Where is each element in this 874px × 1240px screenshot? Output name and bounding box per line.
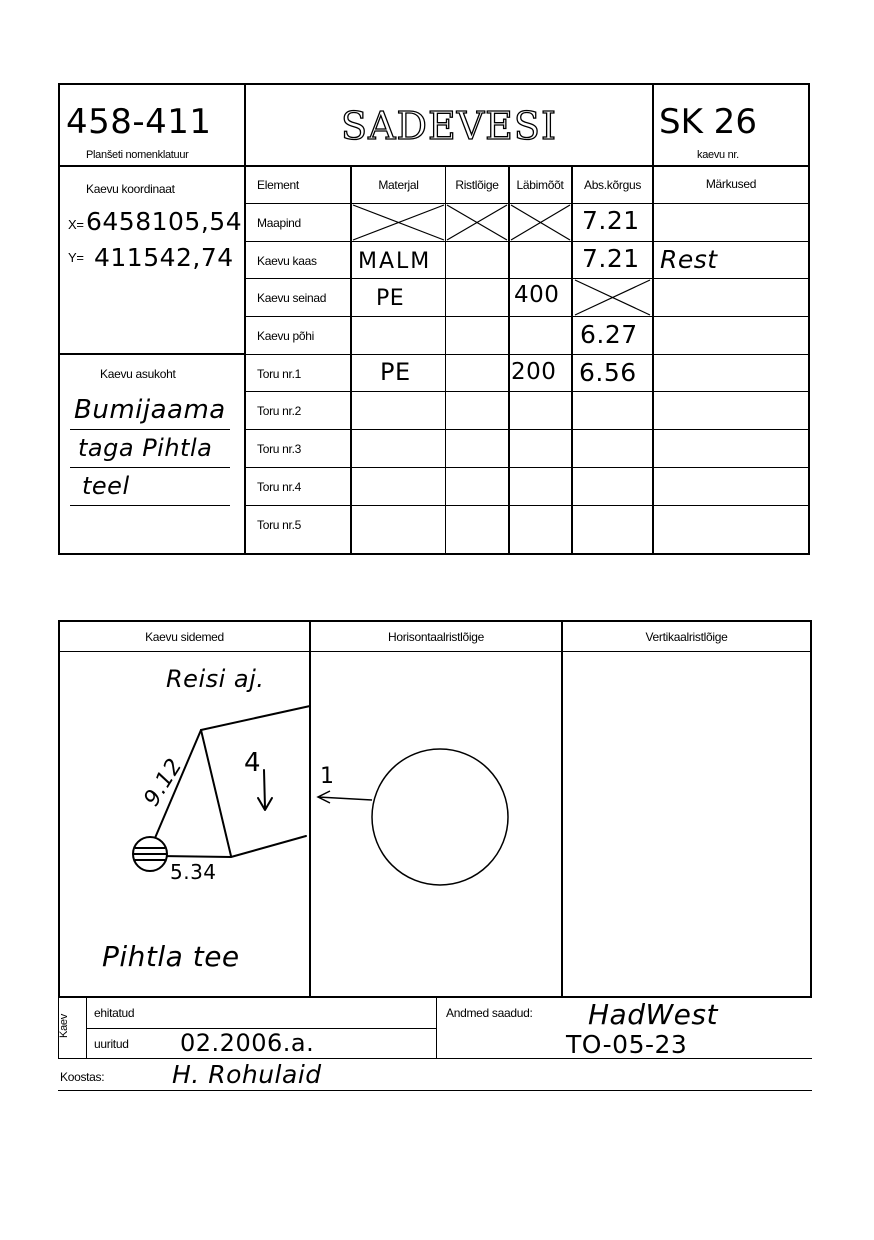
surveyed-value: 02.2006.a. — [180, 1029, 315, 1057]
y-prefix: Y= — [68, 250, 84, 265]
compiled-value: H. Rohulaid — [172, 1060, 322, 1089]
section-header-horizontal: Horisontaalristlõige — [387, 630, 485, 644]
x-coordinate: 6458105,54 — [86, 207, 243, 236]
cell-kaas-material: MALM — [358, 249, 432, 274]
footer-side-label: Kaev — [57, 1014, 70, 1038]
sketch-top-line — [201, 706, 310, 730]
row-label-toru-5: Toru nr.5 — [257, 518, 301, 532]
cell-kaas-notes: Rest — [660, 245, 718, 274]
row-label-kaevu-pohi: Kaevu põhi — [257, 329, 315, 343]
sketch-label-inner: 4 — [244, 748, 262, 778]
data-source-value: HadWest — [588, 998, 718, 1031]
row-label-toru-2: Toru nr.2 — [257, 404, 301, 418]
col-header-notes: Märkused — [705, 177, 757, 191]
well-number: SK 26 — [659, 102, 757, 142]
col-header-elevation: Abs.kõrgus — [583, 178, 642, 192]
data-source-code: TO-05-23 — [566, 1030, 688, 1059]
location-line-3: teel — [82, 472, 130, 500]
cell-toru1-elevation: 6.56 — [579, 358, 637, 387]
sketch-label-road: Pihtla tee — [102, 940, 240, 973]
section-header-connections: Kaevu sidemed — [145, 630, 224, 644]
pipe-arrow — [318, 791, 372, 803]
sketch-label-bottom: 5.34 — [170, 860, 217, 884]
well-number-label: kaevu nr. — [697, 149, 739, 161]
cell-toru1-diameter: 200 — [511, 359, 557, 385]
surveyed-label: uuritud — [94, 1037, 129, 1051]
coordinates-label: Kaevu koordinaat — [86, 182, 175, 196]
row-label-toru-1: Toru nr.1 — [257, 367, 301, 381]
col-header-diameter: Läbimõõt — [516, 178, 564, 192]
plansheet-number: 458-411 — [66, 102, 212, 142]
pipe-number-label: 1 — [320, 764, 335, 789]
cell-seinad-material: PE — [376, 286, 405, 311]
location-line-2: taga Pihtla — [78, 434, 213, 462]
y-coordinate: 411542,74 — [94, 243, 234, 272]
well-symbol-icon — [133, 837, 167, 871]
cell-maapind-elevation: 7.21 — [582, 206, 640, 235]
sketch-label-top: Reisi aj. — [166, 665, 265, 693]
col-header-material: Materjal — [378, 178, 419, 192]
row-label-maapind: Maapind — [257, 216, 301, 230]
horizontal-section-circle — [372, 749, 508, 885]
sketch-bottom-line — [160, 836, 306, 857]
cell-toru1-material: PE — [380, 358, 411, 386]
data-source-label: Andmed saadud: — [446, 1006, 533, 1020]
built-label: ehitatud — [94, 1006, 135, 1020]
location-label: Kaevu asukoht — [100, 367, 176, 381]
cell-pohi-elevation: 6.27 — [580, 320, 638, 349]
row-label-toru-3: Toru nr.3 — [257, 442, 301, 456]
cell-kaas-elevation: 7.21 — [582, 244, 640, 273]
row-label-kaevu-seinad: Kaevu seinad — [257, 291, 327, 305]
sketch-label-side: 9.12 — [139, 754, 188, 811]
location-line-1: Bumijaama — [74, 395, 226, 425]
x-prefix: X= — [68, 217, 84, 232]
row-label-toru-4: Toru nr.4 — [257, 480, 301, 494]
row-label-kaevu-kaas: Kaevu kaas — [257, 254, 317, 268]
cell-seinad-diameter: 400 — [514, 282, 560, 308]
sketch-inner-line — [201, 730, 231, 856]
section-header-vertical: Vertikaalristlõige — [645, 630, 728, 644]
col-header-element: Element — [257, 178, 299, 192]
col-header-cross-section: Ristlõige — [455, 178, 499, 192]
plansheet-label: Planšeti nomenklatuur — [86, 149, 189, 161]
compiled-label: Koostas: — [60, 1070, 105, 1084]
document-title: SADEVESI — [341, 104, 557, 148]
